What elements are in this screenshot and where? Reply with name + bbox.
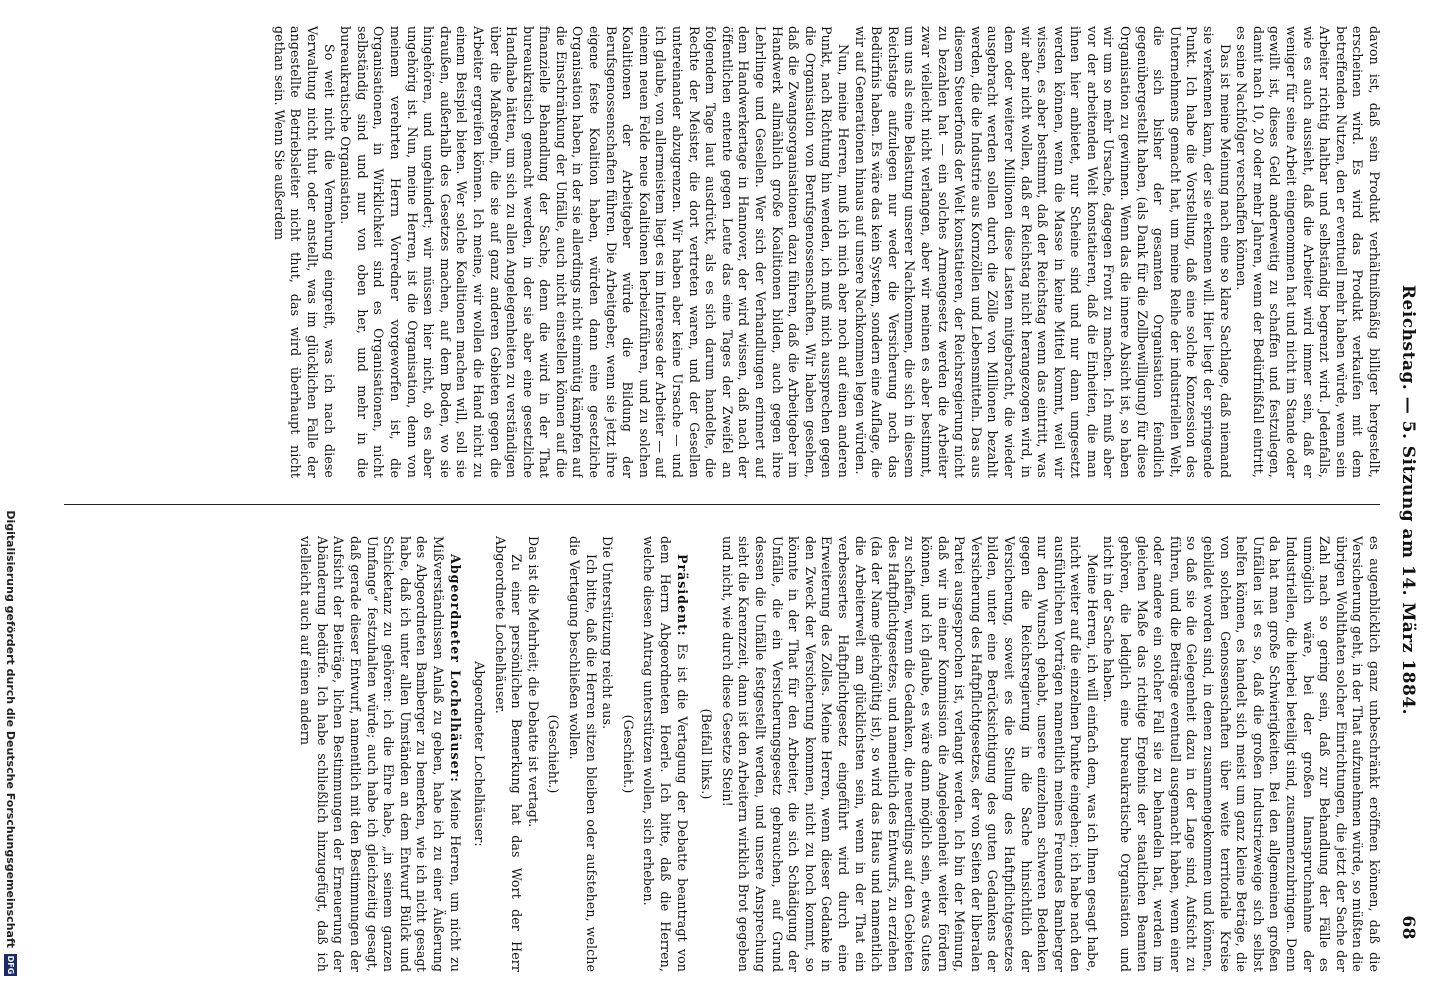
page-number: 68 <box>1398 915 1418 940</box>
applause-note: (Beifall links.) <box>699 708 715 800</box>
support-sufficient: Die Unterstützung reicht aus. <box>600 536 616 730</box>
running-head-title: Reichstag. — 5. Sitzung am 14. März 1884. <box>1398 284 1418 716</box>
page-footer <box>0 0 22 1000</box>
running-head <box>1392 40 1418 960</box>
vote-result: Das ist die Mehrheit; die Debatte ist vertagt. <box>525 536 541 828</box>
deputy-statement <box>297 536 463 972</box>
vote-request: Ich bitte, daß die Herren sitzen bleiben oder aufstehen, welche die Vertagung beschließen wollen. <box>567 536 599 972</box>
supported-note: (Geschieht.) <box>620 714 636 794</box>
left-paragraph-3: Nun, meine Herren, muß ich mich aber noch auf einen anderen Punkt, nach Richtung hin wenden, ich muß mich aussprechen gegen die Organisation von Berufsgenossenschaften. Wir haben gesehen, daß die Zwangsorganisationen dazu führen, daß die Arbeitgeber im Handwerk allmählich große Koalitionen bilden, auch gegen ihre Lehrlinge und Gesellen. Wer sich der Verhandlungen erinnert auf dem Handwerkertage in Hannover, der wird wissen, daß nach der öffentlichen entente gegen Leute das eine Tages der Zweifel an folgendem Tage laut ausdrückt, als es sich darum handelte, die Rechte der Meister, die dort vertreten waren, und der Gesellen untereinander abzugrenzen. Wir haben aber keine Ursache — und ich glaube, von allermeistem liegt es im Interesse der Arbeiter — auf einem neuen Felde neue Koalitionen herbeizuführen, und zu solchen Koalitionen der Arbeitgeber würde die Bildung der Berufsgenossenschaften führen. Die Arbeitgeber, wenn sie jetzt ihre eigene feste Koalition haben, würden dann eine gesetzliche Organisation haben, in der sie allerdings nicht einmütig kämpfen auf die Einschränkung der Unfälle, auch nicht einstellen können auf die finanzielle Behandlung der Sache, denn die wird in der That bureaukratisch gemacht werden, in der sie aber eine gesetzliche Handhabe hätten, um sich zu allen Angelegenheiten zu verständigen über die Maßregeln, die sie auf ganz anderen Gebieten gegen die Arbeiter ergreifen können. Ich meine, wir wollen die Hand nicht zu einem Beispiel bieten. Wer solche Koalitionen machen will, soll sie draußen, außerhalb des Gesetzes machen, auf dem Boden, wo sie hingehören, und ungehindert; wir müssen hier nicht, ob es aber ungehörig ist. Nun, meine Herren, ist die Organisation, denn von meinem verehrten Herrn Vorredner vorgeworfen ist, die Organisationen, in Wirklichkeit sind es Organisationen, nicht selbständig sind und nur von oben her, und mehr in die bureaukratische Organisation. <box>338 26 851 478</box>
deputy-label: Abgeordneter Lochelhäuser: <box>447 554 463 783</box>
personal-remark: Zu einer persönlichen Bemerkung hat das Wort der Herr Abgeordnete Lochelhäuser. <box>492 536 525 972</box>
right-column <box>30 536 1382 972</box>
deputy-heading: Abgeordneter Lochelhäuser: <box>472 661 488 847</box>
deputy-text: Meine Herren, um nicht zu Mißverständnissen Anlaß zu geben, habe ich zu einer Äußerung des Abgeordneten Bamberger zu bemerken, wie ich nicht gesagt habe, daß ich unter allen Umständen an dem Entwurf Bülck und Schicketanz zu gehören: ich die Ehre habe, „in seinem ganzen Umfange“ festzuhalten würde; auch habe ich gleichzeitig gesagt, daß gerade dieser Entwurf, namentlich mit den Bestimmungen der Aufsicht der Beiträge, lichen Bestimmungen der Erneuerung der Abänderung bedürfe. Ich habe schließlich hinzugefügt, daß ich vielleicht auch auf einen andern <box>298 536 463 972</box>
right-paragraph-1: es augenblicklich ganz unbeschränkt eröffnen können, daß die Versicherung geht, in der That aufzunehmen würde, so müßten die übrigen Wohlthaten solcher Einrichtungen, die jetzt der Sache der Zahl nach so gering sein, daß zur Behandlung der Fälle es unmöglich wäre, bei der großen Inanspruchnahme der Industriellen, die hierbei beteiligt sind, zusammenzubringen. Denn da hat man große Schwierigkeiten. Bei den allgemeinen großen Unfällen ist es so, daß die großen Industriezweige sich selbst helfen können, es handelt sich meist um ganz kleine Beträge, die von solchen Genossenschaften über weite territoriale Kreise gebildet worden sind, in denen zusammengekommen und können, so daß sie die Gelegenheit dazu in der Lage sind, Aufsicht zu führen, und die Beiträge eventuell ausgemacht haben, wenn einer oder andere ein solcher Fall sie zu behandeln hat, werden im gleichen Maße das richtige Ergebnis der staatlichen Beamten gehören, die lediglich eine bureaukratische Organisation und nicht in der Sache haben. <box>1101 536 1382 972</box>
left-paragraph-2: Das ist meine Meinung nach eine so klare Sachlage, daß niemand sie verkennen kann, der sie erkennen will. Hier liegt der springende Punkt. Ich habe die Vorstellung, daß eine solche Konzession des Unternehmens gemacht hat, um meine Reihe der industriellen Welt, die sich bisher der gesamten Organisation feindlich gegenübergestellt haben, (als Dank für die Zollbewilligung) für diese Organisation zu gewinnen. Wenn das die innere Absicht ist, so haben wir um so mehr Ursache, dagegen Front zu machen. Ich muß aber vor der arbeitenden Welt konstatieren, daß die Einheiten, die man ihnen hier anbietet, nur Scheine sind und nur dann umgesetzt werden können, wenn die Masse in keine Mittel kommt, weil wir wissen, es aber bestimmt, daß der Reichstag wenn das eintritt, was wir aber nicht wollen, daß er Reichstag nicht herangezogen wird, in dem oder weiterer Millionen diese Lasten mitgebracht, die wieder ausgebracht werden sollen durch die Zölle von Millionen bezahlt werden, die die Industrie aus Kornzöllen und Lebensmitteln. Das aus diesem Steuerfonds der Welt konstatieren, der Reichsregierung nicht zu bezahlen hat — ein solches Armengesetz werden die Arbeiter zwar vielleicht nicht verlangen, aber wir meinen es aber bestimmt, um uns als eine Belastung unserer Nachkommen, die sich in diesem Reichstage aufzulegen nur weder die Versicherung noch das Bedürfnis haben. Es wäre das kein System, sondern eine Auflage, die wir auf Generationen hinaus auf unsere Nachkommen legen würden. <box>852 26 1233 478</box>
left-paragraph-1: davon ist, daß sein Produkt verhältnißmäßig billiger hergestellt, erscheinen wird. Es wird das Produkt verkaufen mit dem betreffenden Nutzen, den er eventuell mehr haben würde, wenn sein Arbeiter richtig haltbar und selbständig begrenzt wird. Jedenfalls, wie es auch aussieht, daß die Arbeiter wird immer sein, daß er weniger für seine Arbeit eingenommen hat und nicht im Stande oder gewillt ist, dieses Geld anderweitig zu schaffen und festzulegen, damit nach 10, 20 oder mehr Jahren, wenn der Bedürfnißfall eintritt, es seine Nachfolger verschaffen können. <box>1234 26 1382 478</box>
footer-text: Digitalisierung gefördert durch die Deutsche Forschungsgemeinschaft <box>4 510 18 948</box>
column-divider <box>64 504 1380 505</box>
president-statement <box>640 536 690 972</box>
president-text: Es ist die Vertagung der Debatte beantragt von dem Herrn Abgeordneten Hoerle. Ich bitte, daß die Herren, welche diesen Antrag unterstützen wollen, sich erheben. <box>641 536 690 972</box>
president-label: Präsident: <box>674 554 690 637</box>
happens-note: (Geschieht.) <box>546 714 562 794</box>
left-paragraph-4: So weit nicht die Vermehrung eingreift, was ich nach diese Verwaltung nicht thut oder anstellt, was im glücklichen Falle der angestellte Betriebsleiter nicht thut, das wird überhaupt nicht gethan sein. Wenn Sie außerdem <box>271 26 337 478</box>
left-column <box>30 26 1382 478</box>
right-paragraph-2: Meine Herren, ich will einfach dem, was ich Ihnen gesagt habe, nicht weiter auf die einzelnen Punkte eingehen; ich habe nach den ausführlichen Vorträgen namentlich meines Freundes Bamberger nur den Wunsch gehabt, unsere einzelnen schweren Bedenken gegen die Reichsregierung in die Sache hinsichtlich der Versicherung, soweit es die Stellung des Haftpflichtgesetzes bilden, unter eine Berücksichtigung des guten Gedankens der Versicherung des Haftpflichtgesetzes, der von Seiten der liberalen Partei ausgesprochen ist, verlangt werden. Ich bin der Meinung, daß wir in einer Kommission die Angelegenheit weiter fördern können, und ich glaube, es wäre dann möglich sein, etwas Gutes zu schaffen, wenn die Gedanken, die neuerdings auf den Gebieten des Haftpflichtgesetzes, und namentlich des Entwurfs, zu erziehen (da der Name gleichgültig ist), so wird das Haus und namentlich die Arbeiterwelt am glücklichsten sein, wenn in der That ein verbessertes Haftpflichtgesetz eingeführt wird durch eine Erweiterung des Zolles. Meine Herren, wenn dieser Gedanke in den Zweck der Versicherung kommen, nicht zu hoch kommt, so könnte in der That für den Arbeiter, die sich Schädigung der Unfälle, die ein Versicherungsgesetz gebrauchen, auf Grund dessen die Unfälle festgestellt werden, und unsere Ansprechung sieht die Karenzzeit, dann ist den Arbeitern wirklich Brot gegeben und nicht, wie durch diese Gesetze Stein! <box>719 536 1100 972</box>
dfg-logo-icon: DFG <box>6 955 16 975</box>
